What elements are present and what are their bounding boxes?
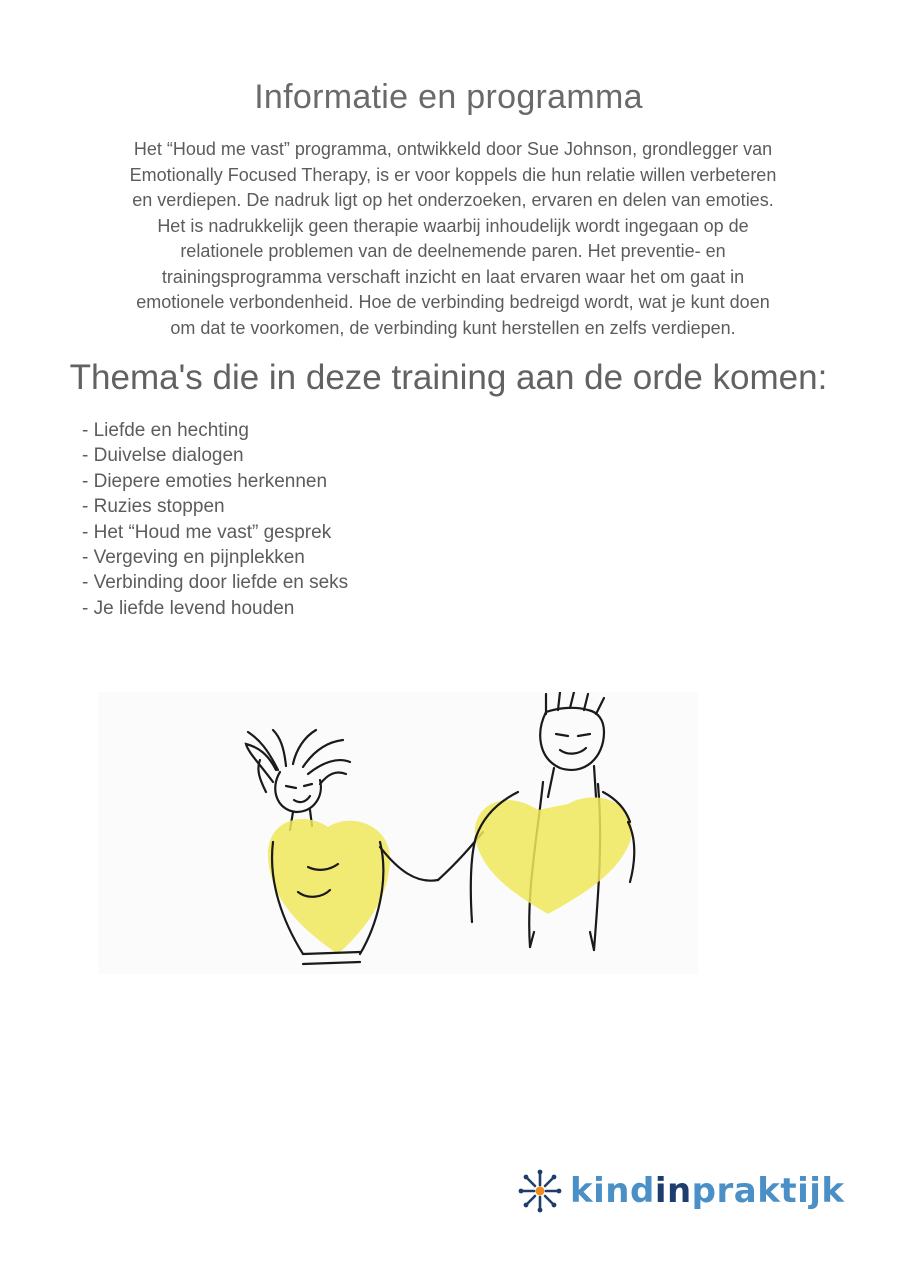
themes-heading: Thema's die in deze training aan de orde komen: [69, 358, 828, 397]
star-burst-icon [518, 1169, 562, 1213]
logo-part-kind: kind [570, 1171, 655, 1211]
theme-item: - Vergeving en pijnplekken [82, 547, 305, 569]
couple-drawing-svg [98, 692, 698, 974]
intro-line: Het is nadrukkelijk geen therapie waarbij inhoudelijk wordt ingegaan op de [157, 215, 749, 236]
logo-wordmark [570, 1171, 845, 1211]
intro-line: om dat te voorkomen, de verbinding kunt herstellen en zelfs verdiepen. [170, 317, 736, 338]
theme-item: - Diepere emoties herkennen [82, 470, 328, 492]
theme-item: - Het “Houd me vast” gesprek [82, 521, 332, 543]
page-title: Informatie en programma [254, 78, 643, 116]
intro-paragraph [68, 137, 838, 341]
woman-figure [246, 730, 350, 830]
theme-item: - Verbinding door liefde en seks [82, 572, 349, 594]
logo-part-praktijk: praktijk [691, 1171, 845, 1211]
intro-line: relationele problemen van de deelnemende paren. Het preventie- en [180, 241, 726, 261]
theme-item: - Ruzies stoppen [82, 496, 225, 518]
theme-list [82, 418, 348, 621]
man-heart [475, 797, 632, 914]
theme-item: - Duivelse dialogen [82, 445, 244, 467]
couple-drawing [98, 692, 698, 974]
intro-line: Het “Houd me vast” programma, ontwikkeld door Sue Johnson, grondlegger van [133, 139, 773, 159]
intro-line: emotionele verbondenheid. Hoe de verbinding bedreigd wordt, wat je kunt doen [136, 292, 770, 312]
intro-line: Emotionally Focused Therapy, is er voor koppels die hun relatie willen verbeteren [129, 164, 777, 185]
brand-logo [518, 1162, 845, 1220]
woman-heart [268, 819, 390, 954]
intro-line: en verdiepen. De nadruk ligt op het onderzoeken, ervaren en delen van emoties. [132, 190, 774, 210]
theme-item: - Je liefde levend houden [82, 597, 295, 619]
theme-item: - Liefde en hechting [82, 420, 249, 441]
logo-part-in: in [654, 1171, 692, 1211]
intro-line: trainingsprogramma verschaft inzicht en laat ervaren waar het om gaat in [161, 266, 745, 287]
